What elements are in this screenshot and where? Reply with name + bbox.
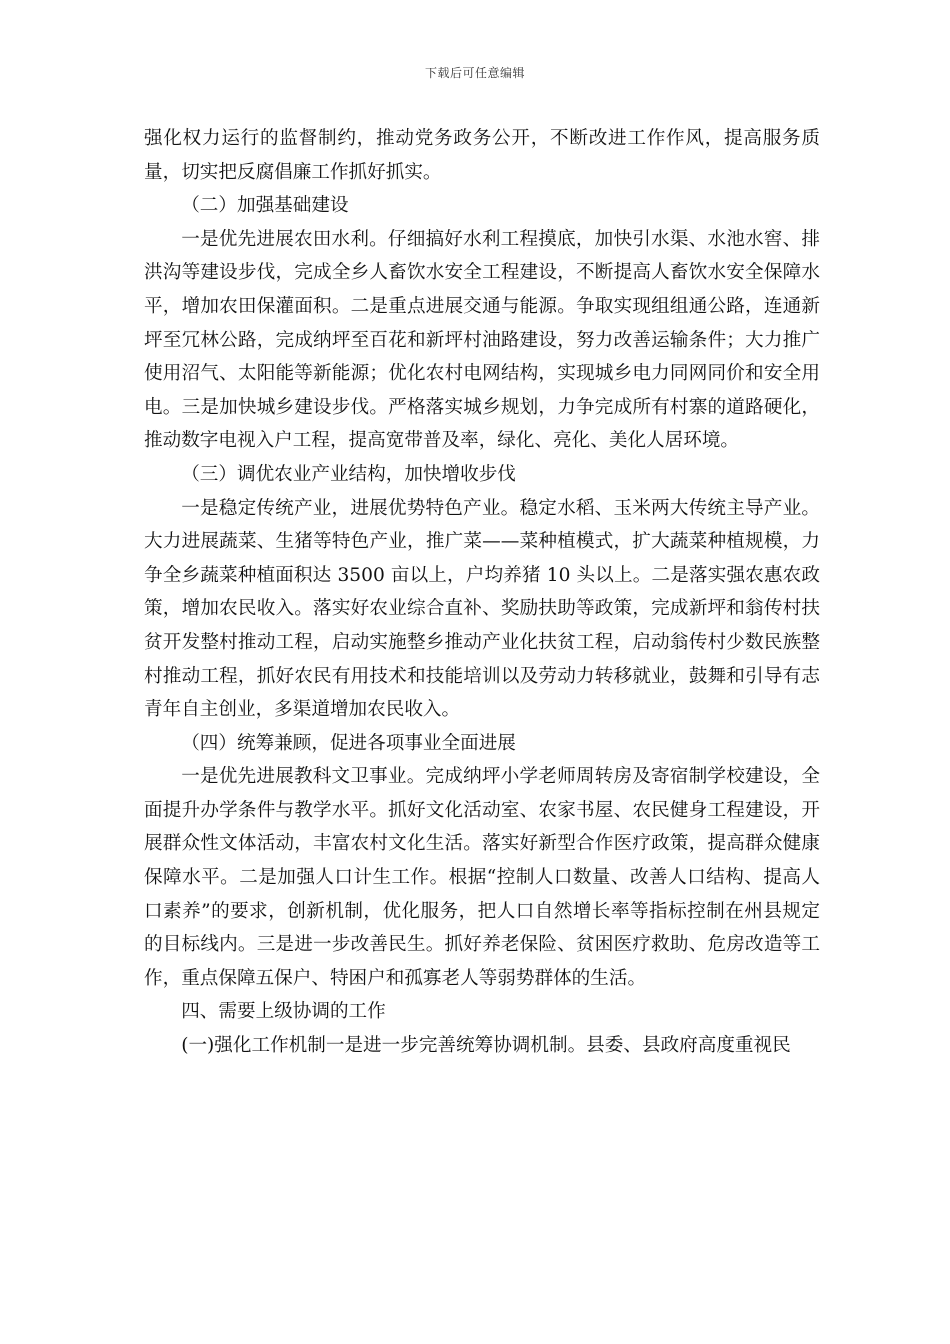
section-heading-coordination: 四、需要上级协调的工作 xyxy=(181,1001,386,1023)
paragraph-continuation: 强化权力运行的监督制约，推动党务政务公开，不断改进工作作风，提高服务质量，切实把反腐倡廉工作抓好抓实。 xyxy=(144,128,820,183)
paragraph-infrastructure: 一是优先进展农田水利。仔细搞好水利工程摸底，加快引水渠、水池水窖、排洪沟等建设步伐，完成全乡人畜饮水安全工程建设，不断提高人畜饮水安全保障水平，增加农田保灌面积。二是重点进展交通与能源。争取实现组组通公路，连通新坪至冗林公路，完成纳坪至百花和新坪村油路建设，努力改善运输条件；大力推广使用沼气、太阳能等新能源；优化农村电网结构，实现城乡电力同网同价和安全用电。三是加快城乡建设步伐。严格落实城乡规划，力争完成所有村寨的道路硬化，推动数字电视入户工程，提高宽带普及率，绿化、亮化、美化人居环境。 xyxy=(144,228,820,452)
page-header-note: 下载后可任意编辑 xyxy=(424,66,525,80)
section-heading-agriculture: （三）调优农业产业结构，加快增收步伐 xyxy=(181,463,516,485)
paragraph-agriculture: 一是稳定传统产业，进展优势特色产业。稳定水稻、玉米两大传统主导产业。大力进展蔬菜、生猪等特色产业，推广菜——菜种植模式，扩大蔬菜种植规模，力争全乡蔬菜种植面积达 3500 亩以上，户均养猪 10 头以上。二是落实强农惠农政策，增加农民收入。落实好农业综合直补、奖励扶助等政策，完成新坪和翁传村扶贫开发整村推动工程，启动实施整乡推动产业化扶贫工程，启动翁传村少数民族整村推动工程，抓好农民有用技术和技能培训以及劳动力转移就业，鼓舞和引导有志青年自主创业，多渠道增加农民收入。 xyxy=(144,497,820,721)
section-heading-social-development: （四）统筹兼顾，促进各项事业全面进展 xyxy=(181,732,516,754)
paragraph-social-development: 一是优先进展教科文卫事业。完成纳坪小学老师周转房及寄宿制学校建设，全面提升办学条件与教学水平。抓好文化活动室、农家书屋、农民健身工程建设，开展群众性文体活动，丰富农村文化生活。落实好新型合作医疗政策，提高群众健康保障水平。二是加强人口计生工作。根据“控制人口数量、改善人口结构、提高人口素养”的要求，创新机制，优化服务，把人口自然增长率等指标控制在州县规定的目标线内。三是进一步改善民生。抓好养老保险、贫困医疗救助、危房改造等工作，重点保障五保户、特困户和孤寡老人等弱势群体的生活。 xyxy=(144,766,820,989)
section-heading-infrastructure: （二）加强基础建设 xyxy=(181,195,349,217)
document-body xyxy=(144,122,820,1063)
paragraph-coordination: (一)强化工作机制一是进一步完善统筹协调机制。县委、县政府高度重视民 xyxy=(181,1035,791,1057)
